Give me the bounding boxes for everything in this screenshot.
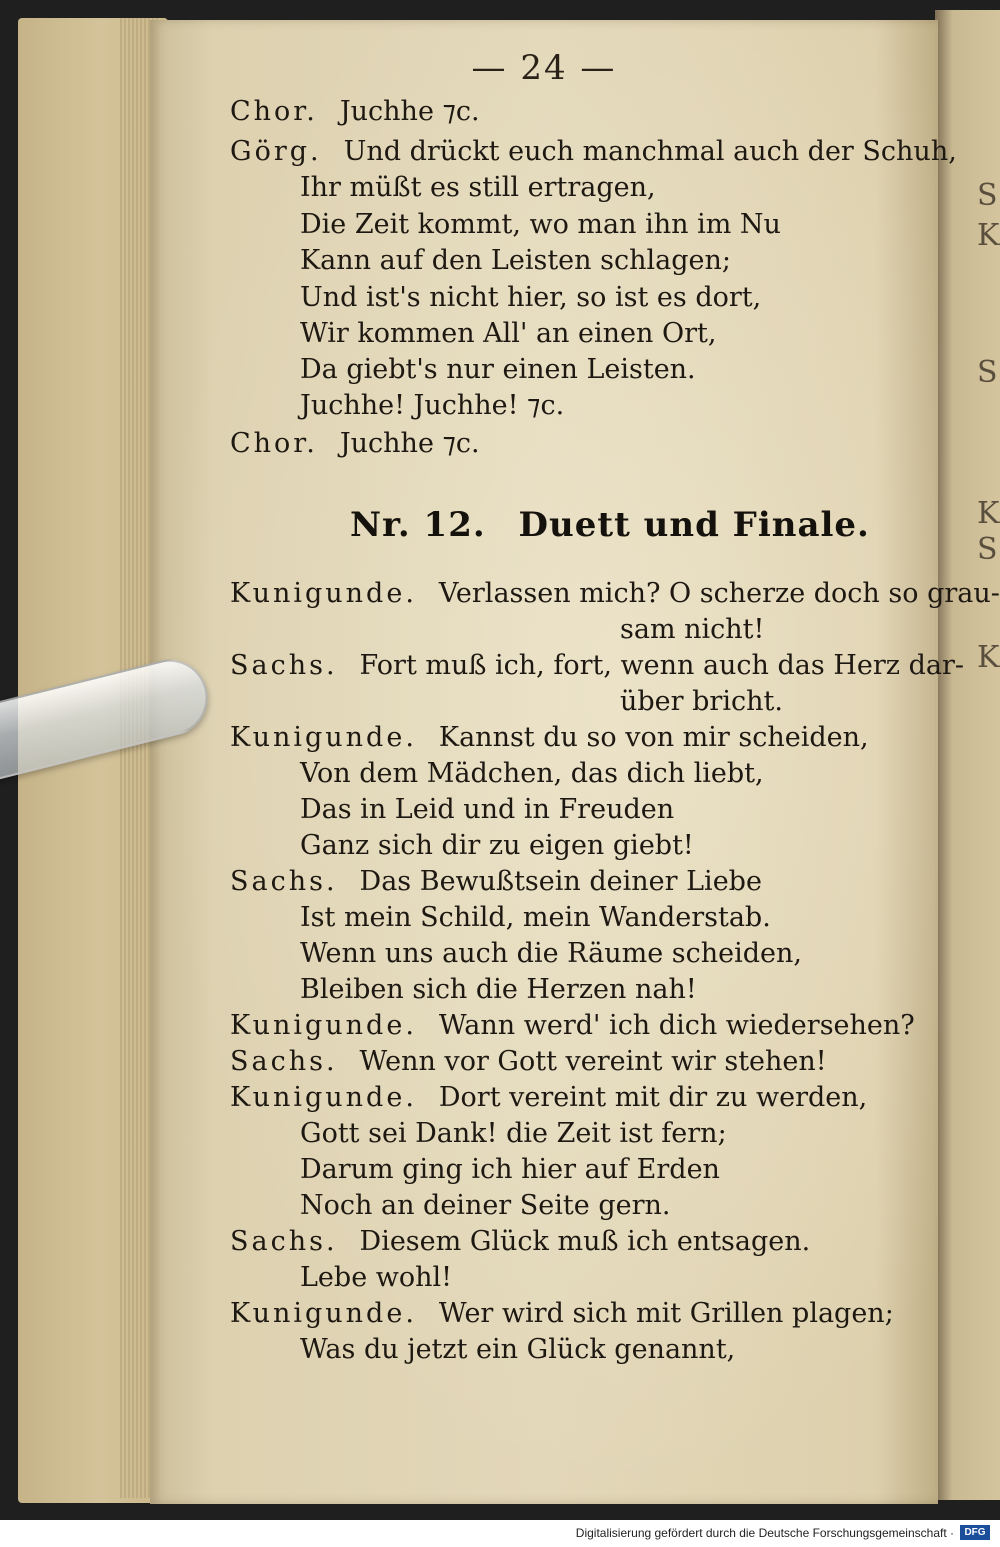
facing-fragment: S: [977, 355, 998, 390]
line-text: Diesem Glück muß ich entsagen.: [359, 1226, 811, 1257]
line-text: Bleiben sich die Herzen nah!: [300, 974, 697, 1005]
book-page: [150, 20, 1000, 1504]
line-text: Ganz sich dir zu eigen giebt!: [300, 830, 694, 861]
text-line: [620, 686, 783, 717]
line-text: Und drückt euch manchmal auch der Schuh,: [343, 136, 957, 167]
line-text: Wann werd' ich dich wiedersehen?: [438, 1010, 915, 1041]
text-line: [300, 1190, 670, 1221]
footer-bar: [0, 1520, 1000, 1547]
text-line: [300, 1262, 452, 1293]
line-text: über bricht.: [620, 686, 783, 717]
text-line: [300, 318, 716, 349]
section-title: Duett und Finale.: [518, 505, 870, 545]
text-line: [230, 1082, 867, 1113]
speaker-name: Kunigunde.: [230, 578, 417, 609]
section-heading: [350, 505, 870, 545]
line-text: Dort vereint mit dir zu werden,: [438, 1082, 868, 1113]
text-line: [300, 974, 697, 1005]
line-text: Kannst du so von mir scheiden,: [438, 722, 869, 753]
speaker-name: Sachs.: [230, 866, 338, 897]
text-line: [620, 614, 764, 645]
line-text: Ihr müßt es still ertragen,: [300, 172, 656, 203]
facing-fragment: K: [977, 640, 1000, 675]
text-line: [300, 794, 674, 825]
line-text: Die Zeit kommt, wo man ihn im Nu: [300, 209, 781, 240]
line-text: Fort muß ich, fort, wenn auch das Herz dar-: [359, 650, 964, 681]
text-line: [300, 1334, 735, 1365]
text-line: [300, 390, 564, 421]
text-line: [300, 1154, 720, 1185]
line-text: Darum ging ich hier auf Erden: [300, 1154, 720, 1185]
text-line: [300, 245, 731, 276]
text-line: [230, 866, 762, 897]
text-line: [230, 650, 964, 681]
line-text: Juchhe! Juchhe! ⁊c.: [300, 390, 565, 421]
facing-fragment: S: [977, 178, 998, 213]
speaker-name: Chor.: [230, 96, 318, 127]
text-line: [230, 428, 480, 459]
speaker-name: Sachs.: [230, 1226, 338, 1257]
text-line: [300, 354, 696, 385]
text-line: [300, 172, 656, 203]
line-text: Da giebt's nur einen Leisten.: [300, 354, 696, 385]
line-text: Wir kommen All' an einen Ort,: [300, 318, 717, 349]
facing-fragment: K: [977, 218, 1000, 253]
line-text: Juchhe ⁊c.: [339, 428, 480, 459]
line-text: Lebe wohl!: [300, 1262, 452, 1293]
line-text: sam nicht!: [620, 614, 765, 645]
line-text: Gott sei Dank! die Zeit ist fern;: [300, 1118, 727, 1149]
text-line: [300, 938, 802, 969]
text-line: [230, 136, 957, 167]
speaker-name: Kunigunde.: [230, 1082, 417, 1113]
text-line: [230, 578, 1000, 609]
speaker-name: Görg.: [230, 136, 322, 167]
speaker-name: Kunigunde.: [230, 1010, 417, 1041]
speaker-name: Sachs.: [230, 1046, 338, 1077]
line-text: Kann auf den Leisten schlagen;: [300, 245, 731, 276]
text-line: [300, 902, 771, 933]
speaker-name: Chor.: [230, 428, 318, 459]
line-text: Das Bewußtsein deiner Liebe: [359, 866, 762, 897]
line-text: Wer wird sich mit Grillen plagen;: [438, 1298, 894, 1329]
page-number: — 24 —: [471, 48, 617, 88]
speaker-name: Sachs.: [230, 650, 338, 681]
facing-fragment: S: [977, 532, 998, 567]
speaker-name: Kunigunde.: [230, 1298, 417, 1329]
text-line: [230, 1298, 894, 1329]
text-line: [300, 209, 781, 240]
text-line: [300, 282, 761, 313]
text-line: [230, 1010, 915, 1041]
dfg-logo: DFG: [960, 1525, 990, 1540]
line-text: Verlassen mich? O scherze doch so grau-: [438, 578, 1000, 609]
text-line: [230, 96, 480, 127]
section-number: Nr. 12.: [350, 505, 486, 545]
text-line: [300, 830, 694, 861]
text-line: [230, 722, 869, 753]
line-text: Noch an deiner Seite gern.: [300, 1190, 671, 1221]
line-text: Wenn vor Gott vereint wir stehen!: [359, 1046, 827, 1077]
text-line: [300, 758, 764, 789]
line-text: Wenn uns auch die Räume scheiden,: [300, 938, 802, 969]
text-line: [230, 1046, 827, 1077]
line-text: Juchhe ⁊c.: [339, 96, 480, 127]
line-text: Das in Leid und in Freuden: [300, 794, 675, 825]
facing-fragment: K: [977, 496, 1000, 531]
line-text: Und ist's nicht hier, so ist es dort,: [300, 282, 762, 313]
footer-credit: Digitalisierung gefördert durch die Deutsche Forschungsgemeinschaft ·: [575, 1526, 954, 1540]
facing-page-fragments: [955, 0, 1000, 1500]
text-line: [230, 1226, 810, 1257]
line-text: Von dem Mädchen, das dich liebt,: [300, 758, 764, 789]
speaker-name: Kunigunde.: [230, 722, 417, 753]
line-text: Was du jetzt ein Glück genannt,: [300, 1334, 736, 1365]
text-line: [300, 1118, 727, 1149]
line-text: Ist mein Schild, mein Wanderstab.: [300, 902, 771, 933]
